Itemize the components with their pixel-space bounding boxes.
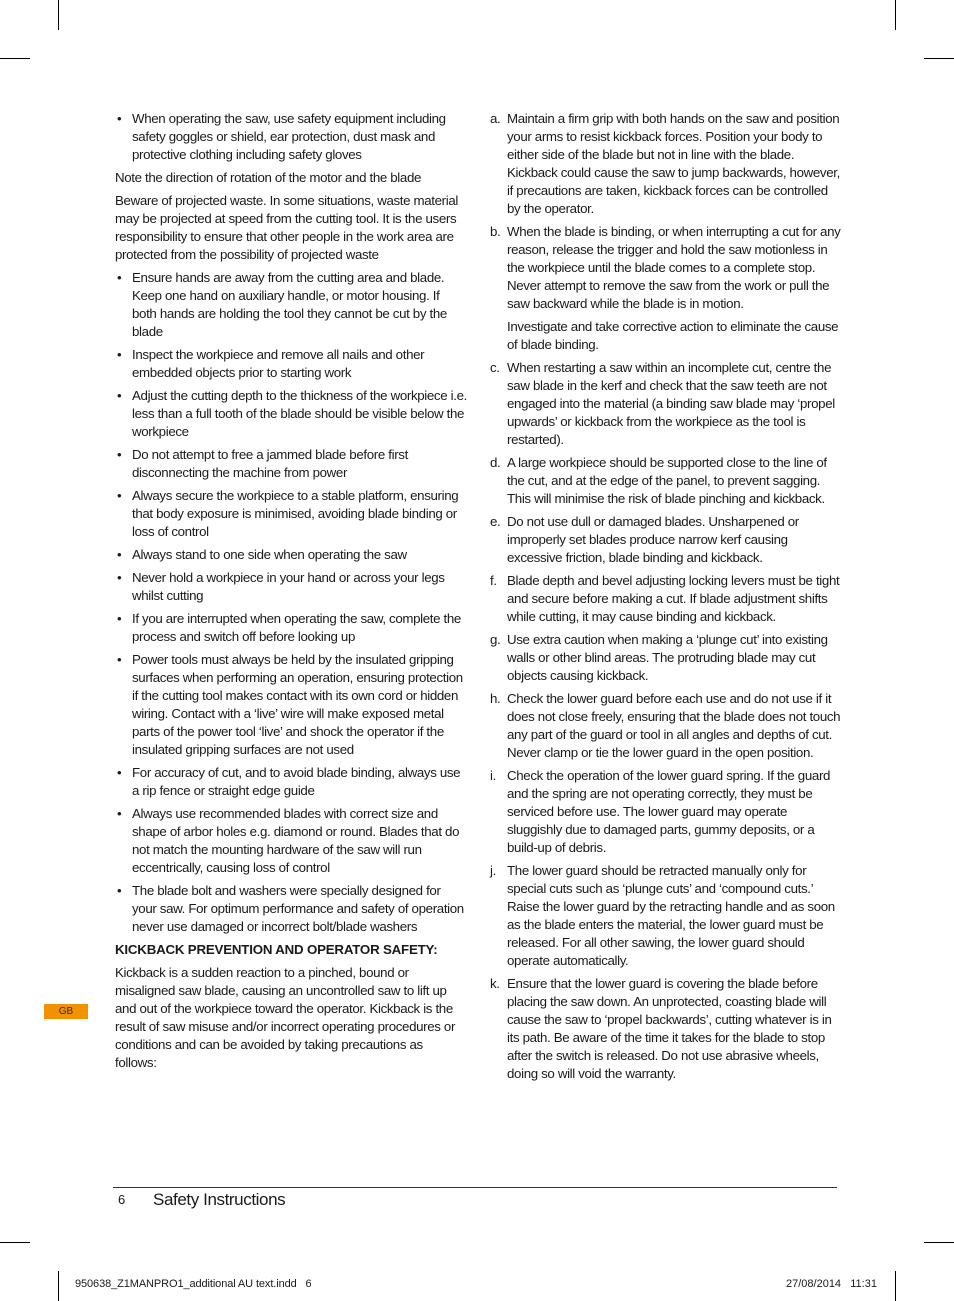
list-marker: j. bbox=[490, 863, 496, 878]
list-item bbox=[490, 767, 842, 857]
list-marker: d. bbox=[490, 455, 501, 470]
crop-mark bbox=[924, 58, 954, 59]
list-item-text: The lower guard should be retracted manually only for special cuts such as ‘plunge cuts’ and ‘compound cuts.’ Raise the lower guard by the retracting handle and as soon as the blade enters the material, the lower guard must be released. For all other sawing, the lower guard should operate automatically. bbox=[507, 863, 835, 968]
list-item: • Never hold a workpiece in your hand or across your legs whilst cutting bbox=[115, 569, 467, 605]
kickback-precautions-list bbox=[490, 110, 842, 1083]
page-number: 6 bbox=[118, 1192, 126, 1207]
bullet-list-main bbox=[115, 269, 467, 936]
list-marker: g. bbox=[490, 632, 501, 647]
print-slug-file: 950638_Z1MANPRO1_additional AU text.indd 6 bbox=[75, 1278, 312, 1290]
list-marker: c. bbox=[490, 360, 500, 375]
list-item bbox=[490, 975, 842, 1083]
left-column bbox=[115, 110, 467, 1077]
list-item-text: When the blade is binding, or when interrupting a cut for any reason, release the trigger and hold the saw motionless in the workpiece until the blade comes to a complete stop. Never attempt to remove the saw from the work or pull the saw backward while the blade is in motion. bbox=[507, 224, 841, 311]
list-item bbox=[490, 359, 842, 449]
crop-mark bbox=[895, 0, 896, 30]
list-item bbox=[490, 862, 842, 970]
list-item: • Ensure hands are away from the cutting area and blade. Keep one hand on auxiliary handle, or motor housing. If both hands are holding the tool they cannot be cut by the blade bbox=[115, 269, 467, 341]
bullet-list-top bbox=[115, 110, 467, 164]
list-item-text: Check the operation of the lower guard spring. If the guard and the spring are not operating correctly, they must be serviced before use. The lower guard may operate sluggishly due to damaged parts, gummy deposits, or a build-up of debris. bbox=[507, 768, 831, 855]
footer-divider bbox=[113, 1187, 837, 1188]
footer-title: Safety Instructions bbox=[153, 1190, 286, 1209]
list-marker: a. bbox=[490, 111, 501, 126]
list-marker: e. bbox=[490, 514, 501, 529]
paragraph-projected-waste: Beware of projected waste. In some situations, waste material may be projected at speed from the cutting tool. It is the users responsibility to ensure that other people in the work area are protected from the possibility of projected waste bbox=[115, 193, 459, 262]
list-item-text: Blade depth and bevel adjusting locking levers must be tight and secure before making a cut. If blade adjustment shifts while cutting, it may cause binding and kickback. bbox=[507, 573, 840, 624]
crop-mark bbox=[924, 1242, 954, 1243]
list-item-subparagraph: Investigate and take corrective action to eliminate the cause of blade binding. bbox=[507, 319, 839, 352]
list-item: • Always secure the workpiece to a stable platform, ensuring that body exposure is minimised, avoiding blade binding or loss of control bbox=[115, 487, 467, 541]
paragraph-kickback: Kickback is a sudden reaction to a pinched, bound or misaligned saw blade, causing an uncontrolled saw to lift up and out of the workpiece toward the operator. Kickback is the result of saw misuse and/or incorrect operating procedures or conditions and can be avoided by taking precautions as follows: bbox=[115, 965, 456, 1070]
list-marker: f. bbox=[490, 573, 497, 588]
list-item bbox=[490, 572, 842, 626]
list-item bbox=[490, 223, 842, 354]
crop-mark bbox=[58, 0, 59, 30]
list-marker: b. bbox=[490, 224, 501, 239]
list-item bbox=[490, 513, 842, 567]
crop-mark bbox=[0, 58, 30, 59]
list-item: • When operating the saw, use safety equipment including safety goggles or shield, ear protection, dust mask and protective clothing including safety gloves bbox=[115, 110, 467, 164]
list-item: • Do not attempt to free a jammed blade before first disconnecting the machine from power bbox=[115, 446, 467, 482]
crop-mark bbox=[895, 1271, 896, 1301]
list-item bbox=[490, 690, 842, 762]
list-item: • For accuracy of cut, and to avoid blade binding, always use a rip fence or straight edge guide bbox=[115, 764, 467, 800]
list-item: • Inspect the workpiece and remove all nails and other embedded objects prior to starting work bbox=[115, 346, 467, 382]
crop-mark bbox=[0, 1242, 30, 1243]
list-item-text: Check the lower guard before each use and do not use if it does not close freely, ensuring that the blade does not touch any part of the guard or tool in all angles and depths of cut. Never clamp or tie the lower guard in the open position. bbox=[507, 691, 841, 760]
list-marker: k. bbox=[490, 976, 500, 991]
right-column bbox=[490, 110, 842, 1088]
list-item-text: Use extra caution when making a ‘plunge cut’ into existing walls or other blind areas. The protruding blade may cut objects causing kickback. bbox=[507, 632, 828, 683]
crop-mark bbox=[58, 1271, 59, 1301]
paragraph-rotation: Note the direction of rotation of the motor and the blade bbox=[115, 170, 422, 185]
list-marker: i. bbox=[490, 768, 496, 783]
list-item-text: A large workpiece should be supported close to the line of the cut, and at the edge of the panel, to prevent sagging. This will minimise the risk of blade pinching and kickback. bbox=[507, 455, 827, 506]
list-item-text: Do not use dull or damaged blades. Unsharpened or improperly set blades produce narrow kerf causing excessive friction, blade binding and kickback. bbox=[507, 514, 799, 565]
list-item: • Adjust the cutting depth to the thickness of the workpiece i.e. less than a full tooth of the blade should be visible below the workpiece bbox=[115, 387, 467, 441]
list-item: • Always stand to one side when operating the saw bbox=[115, 546, 467, 564]
language-tab: GB bbox=[44, 1004, 88, 1019]
list-item bbox=[490, 454, 842, 508]
list-item: • Always use recommended blades with correct size and shape of arbor holes e.g. diamond or round. Blades that do not match the mounting hardware of the saw will run eccentrically, causing loss of control bbox=[115, 805, 467, 877]
list-item bbox=[490, 631, 842, 685]
list-item-text: Ensure that the lower guard is covering the blade before placing the saw down. An unprotected, coasting blade will cause the saw to ‘propel backwards’, cutting whatever is in its path. Be aware of the time it takes for the blade to stop after the switch is released. Do not use abrasive wheels, doing so will void the warranty. bbox=[507, 976, 832, 1081]
list-item: • The blade bolt and washers were specially designed for your saw. For optimum performance and safety of operation never use damaged or incorrect bolt/blade washers bbox=[115, 882, 467, 936]
list-item-text: When restarting a saw within an incomplete cut, centre the saw blade in the kerf and check that the saw teeth are not engaged into the material (a binding saw blade may ‘propel upwards’ or kickback from the workpiece as the tool is restarted). bbox=[507, 360, 835, 447]
section-heading-kickback: KICKBACK PREVENTION AND OPERATOR SAFETY: bbox=[115, 942, 438, 957]
list-marker: h. bbox=[490, 691, 501, 706]
list-item: • If you are interrupted when operating the saw, complete the process and switch off before looking up bbox=[115, 610, 467, 646]
print-slug-date: 27/08/2014 11:31 bbox=[786, 1278, 877, 1290]
list-item bbox=[490, 110, 842, 218]
list-item-text: Maintain a firm grip with both hands on the saw and position your arms to resist kickback forces. Position your body to either side of the blade but not in line with the blade. Kickback could cause the saw to jump backwards, however, if precautions are taken, kickback forces can be controlled by the operator. bbox=[507, 111, 840, 216]
list-item: • Power tools must always be held by the insulated gripping surfaces when performing an operation, ensuring protection if the cutting tool makes contact with its own cord or hidden wiring. Contact with a ‘live’ wire will make exposed metal parts of the power tool ‘live’ and shock the operator if the insulated gripping surfaces are not used bbox=[115, 651, 467, 759]
